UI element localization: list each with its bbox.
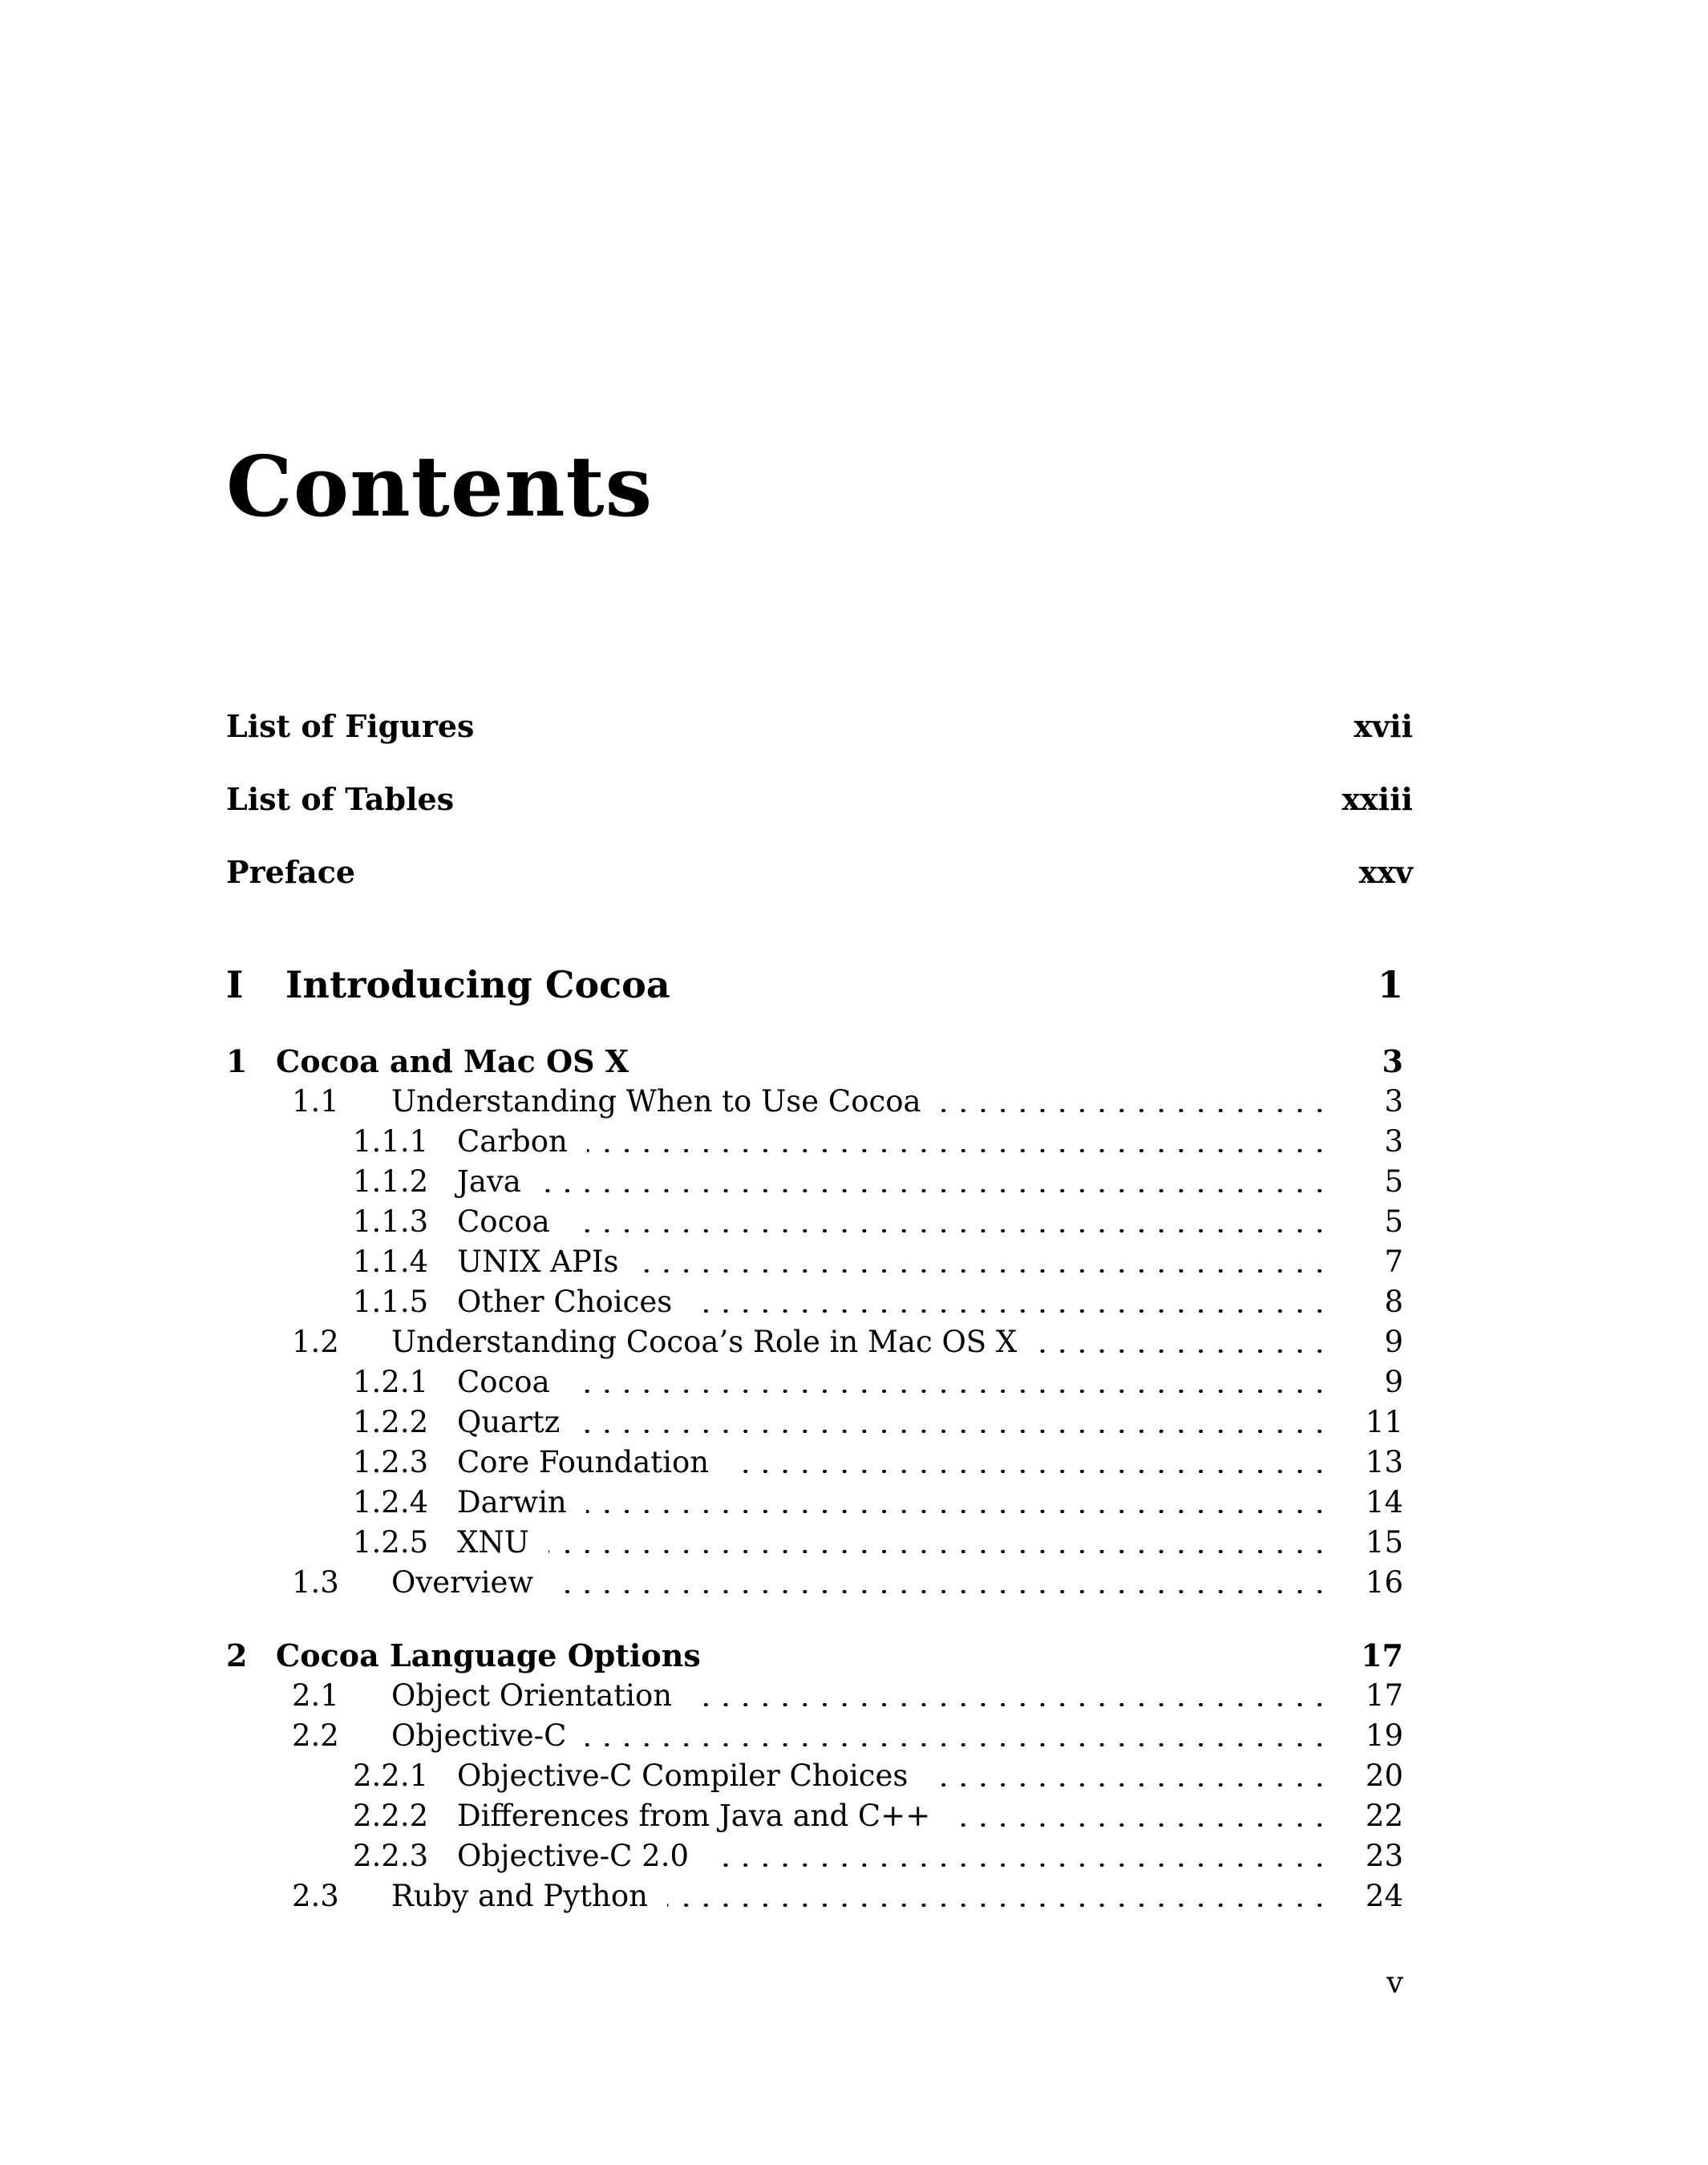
toc-leader-dots bbox=[667, 1904, 1330, 1907]
toc-entry-title: XNU bbox=[457, 1525, 529, 1560]
toc-entry-page: 9 bbox=[1384, 1365, 1403, 1399]
toc-part-page: 1 bbox=[1377, 963, 1403, 1006]
toc-front-list-of-figures[interactable] bbox=[0, 704, 1708, 749]
toc-section-entry[interactable] bbox=[0, 1322, 1708, 1362]
toc-entry-title: Ruby and Python bbox=[391, 1879, 648, 1913]
toc-leader-dots bbox=[728, 1470, 1330, 1473]
toc-subsection-entry[interactable] bbox=[0, 1282, 1708, 1322]
toc-subsection-entry[interactable] bbox=[0, 1796, 1708, 1836]
toc-entry-title: Core Foundation bbox=[457, 1445, 710, 1479]
toc-entry-title: Understanding Cocoa’s Role in Mac OS X bbox=[391, 1325, 1018, 1359]
toc-entry-page: 17 bbox=[1365, 1678, 1403, 1713]
toc-subsection-entry[interactable] bbox=[0, 1402, 1708, 1443]
toc-entry-title: Java bbox=[457, 1164, 521, 1199]
toc-leader-dots bbox=[927, 1783, 1330, 1787]
toc-entry-number: 1.2.1 bbox=[353, 1365, 429, 1399]
toc-entry-number: 1.1.1 bbox=[353, 1124, 429, 1159]
toc-front-preface[interactable] bbox=[0, 850, 1708, 895]
toc-entry-title: Cocoa bbox=[457, 1204, 550, 1239]
toc-section-entry[interactable] bbox=[0, 1082, 1708, 1122]
toc-entry-title: Differences from Java and C++ bbox=[457, 1799, 931, 1833]
toc-entry-number: 1.2 bbox=[292, 1325, 339, 1359]
toc-leader-dots bbox=[691, 1309, 1330, 1313]
page-title: Contents bbox=[226, 437, 654, 536]
toc-chapter-page: 17 bbox=[1361, 1637, 1403, 1673]
toc-subsection-entry[interactable] bbox=[0, 1122, 1708, 1162]
toc-entry-number: 2.2.2 bbox=[353, 1799, 429, 1833]
toc-entry-number: 2.2.3 bbox=[353, 1839, 429, 1873]
toc-subsection-entry[interactable] bbox=[0, 1202, 1708, 1242]
toc-front-list-of-tables[interactable] bbox=[0, 777, 1708, 822]
toc-subsection-entry[interactable] bbox=[0, 1242, 1708, 1282]
toc-chapter-number: 1 bbox=[226, 1043, 248, 1079]
toc-entry-title: Objective-C Compiler Choices bbox=[457, 1758, 909, 1793]
toc-entry-title: Quartz bbox=[457, 1405, 561, 1439]
toc-section-entry[interactable] bbox=[0, 1716, 1708, 1756]
toc-entry-page: 22 bbox=[1365, 1799, 1403, 1833]
toc-leader-dots bbox=[540, 1189, 1330, 1192]
toc-front-label: List of Figures bbox=[226, 708, 475, 744]
toc-entry-title: Objective-C 2.0 bbox=[457, 1839, 690, 1873]
toc-part-title: Introducing Cocoa bbox=[285, 963, 670, 1006]
toc-leader-dots bbox=[941, 1109, 1330, 1112]
toc-entry-page: 11 bbox=[1365, 1405, 1403, 1439]
toc-subsection-entry[interactable] bbox=[0, 1362, 1708, 1402]
toc-subsection-entry[interactable] bbox=[0, 1836, 1708, 1876]
toc-leader-dots bbox=[586, 1510, 1330, 1513]
toc-entry-title: Overview bbox=[391, 1565, 534, 1600]
toc-front-label: List of Tables bbox=[226, 781, 455, 817]
toc-entry-page: 19 bbox=[1365, 1718, 1403, 1753]
toc-entry-title: Carbon bbox=[457, 1124, 568, 1159]
toc-entry-number: 1.2.3 bbox=[353, 1445, 429, 1479]
toc-leader-dots bbox=[585, 1743, 1330, 1746]
page-number: v bbox=[1386, 1965, 1403, 2000]
toc-subsection-entry[interactable] bbox=[0, 1162, 1708, 1202]
toc-entry-number: 1.2.4 bbox=[353, 1485, 429, 1520]
toc-entry-page: 13 bbox=[1365, 1445, 1403, 1479]
toc-chapter-number: 2 bbox=[226, 1637, 248, 1673]
toc-section-entry[interactable] bbox=[0, 1676, 1708, 1716]
toc-entry-page: 8 bbox=[1384, 1285, 1403, 1319]
toc-front-page: xxv bbox=[1358, 854, 1413, 890]
toc-entry-page: 3 bbox=[1384, 1084, 1403, 1119]
toc-entry-title: Other Choices bbox=[457, 1285, 673, 1319]
toc-entry-page: 7 bbox=[1384, 1244, 1403, 1279]
toc-chapter-page: 3 bbox=[1382, 1043, 1403, 1079]
toc-leader-dots bbox=[638, 1269, 1330, 1273]
toc-subsection-entry[interactable] bbox=[0, 1483, 1708, 1523]
toc-leader-dots bbox=[579, 1430, 1330, 1433]
toc-leader-dots bbox=[569, 1229, 1330, 1232]
toc-entry-page: 14 bbox=[1365, 1485, 1403, 1520]
toc-subsection-entry[interactable] bbox=[0, 1443, 1708, 1483]
toc-leader-dots bbox=[691, 1703, 1330, 1706]
toc-entry-number: 1.1.2 bbox=[353, 1164, 429, 1199]
toc-entry-number: 1.2.5 bbox=[353, 1525, 429, 1560]
toc-section-entry[interactable] bbox=[0, 1876, 1708, 1916]
toc-entry-page: 16 bbox=[1365, 1565, 1403, 1600]
toc-leader-dots bbox=[552, 1590, 1330, 1593]
toc-entry-page: 20 bbox=[1365, 1758, 1403, 1793]
toc-entry-page: 15 bbox=[1365, 1525, 1403, 1560]
toc-entry-title: Darwin bbox=[457, 1485, 567, 1520]
toc-entry-number: 2.3 bbox=[292, 1879, 339, 1913]
toc-front-page: xvii bbox=[1354, 708, 1413, 744]
toc-entry-title: Understanding When to Use Cocoa bbox=[391, 1084, 921, 1119]
toc-entry-title: Object Orientation bbox=[391, 1678, 673, 1713]
toc-entry-page: 24 bbox=[1365, 1879, 1403, 1913]
toc-entry-title: UNIX APIs bbox=[457, 1244, 619, 1279]
toc-chapter-heading[interactable] bbox=[0, 1636, 1708, 1676]
toc-chapter-title: Cocoa and Mac OS X bbox=[276, 1043, 629, 1079]
toc-subsection-entry[interactable] bbox=[0, 1523, 1708, 1563]
toc-entry-page: 9 bbox=[1384, 1325, 1403, 1359]
toc-section-entry[interactable] bbox=[0, 1563, 1708, 1603]
toc-entry-number: 2.2 bbox=[292, 1718, 339, 1753]
toc-entry-number: 1.1.4 bbox=[353, 1244, 429, 1279]
toc-leader-dots bbox=[569, 1390, 1330, 1393]
toc-entry-page: 23 bbox=[1365, 1839, 1403, 1873]
toc-entry-number: 2.1 bbox=[292, 1678, 339, 1713]
toc-entry-number: 1.2.2 bbox=[353, 1405, 429, 1439]
toc-entry-number: 1.1.3 bbox=[353, 1204, 429, 1239]
toc-entry-page: 5 bbox=[1384, 1164, 1403, 1199]
toc-entry-title: Objective-C bbox=[391, 1718, 567, 1753]
toc-front-label: Preface bbox=[226, 854, 356, 890]
toc-leader-dots bbox=[548, 1550, 1330, 1553]
toc-part-number: I bbox=[226, 963, 244, 1006]
toc-chapter-title: Cocoa Language Options bbox=[276, 1637, 701, 1673]
toc-leader-dots bbox=[587, 1149, 1330, 1152]
toc-entry-number: 2.2.1 bbox=[353, 1758, 429, 1793]
toc-entry-title: Cocoa bbox=[457, 1365, 550, 1399]
toc-leader-dots bbox=[949, 1823, 1330, 1827]
toc-subsection-entry[interactable] bbox=[0, 1756, 1708, 1796]
toc-entry-page: 3 bbox=[1384, 1124, 1403, 1159]
toc-entry-number: 1.3 bbox=[292, 1565, 339, 1600]
toc-entry-number: 1.1.5 bbox=[353, 1285, 429, 1319]
toc-part-heading[interactable] bbox=[0, 959, 1708, 1010]
toc-entry-page: 5 bbox=[1384, 1204, 1403, 1239]
toc-leader-dots bbox=[708, 1864, 1330, 1867]
toc-entry-number: 1.1 bbox=[292, 1084, 339, 1119]
toc-front-page: xxiii bbox=[1342, 781, 1413, 817]
toc-chapter-heading[interactable] bbox=[0, 1042, 1708, 1082]
